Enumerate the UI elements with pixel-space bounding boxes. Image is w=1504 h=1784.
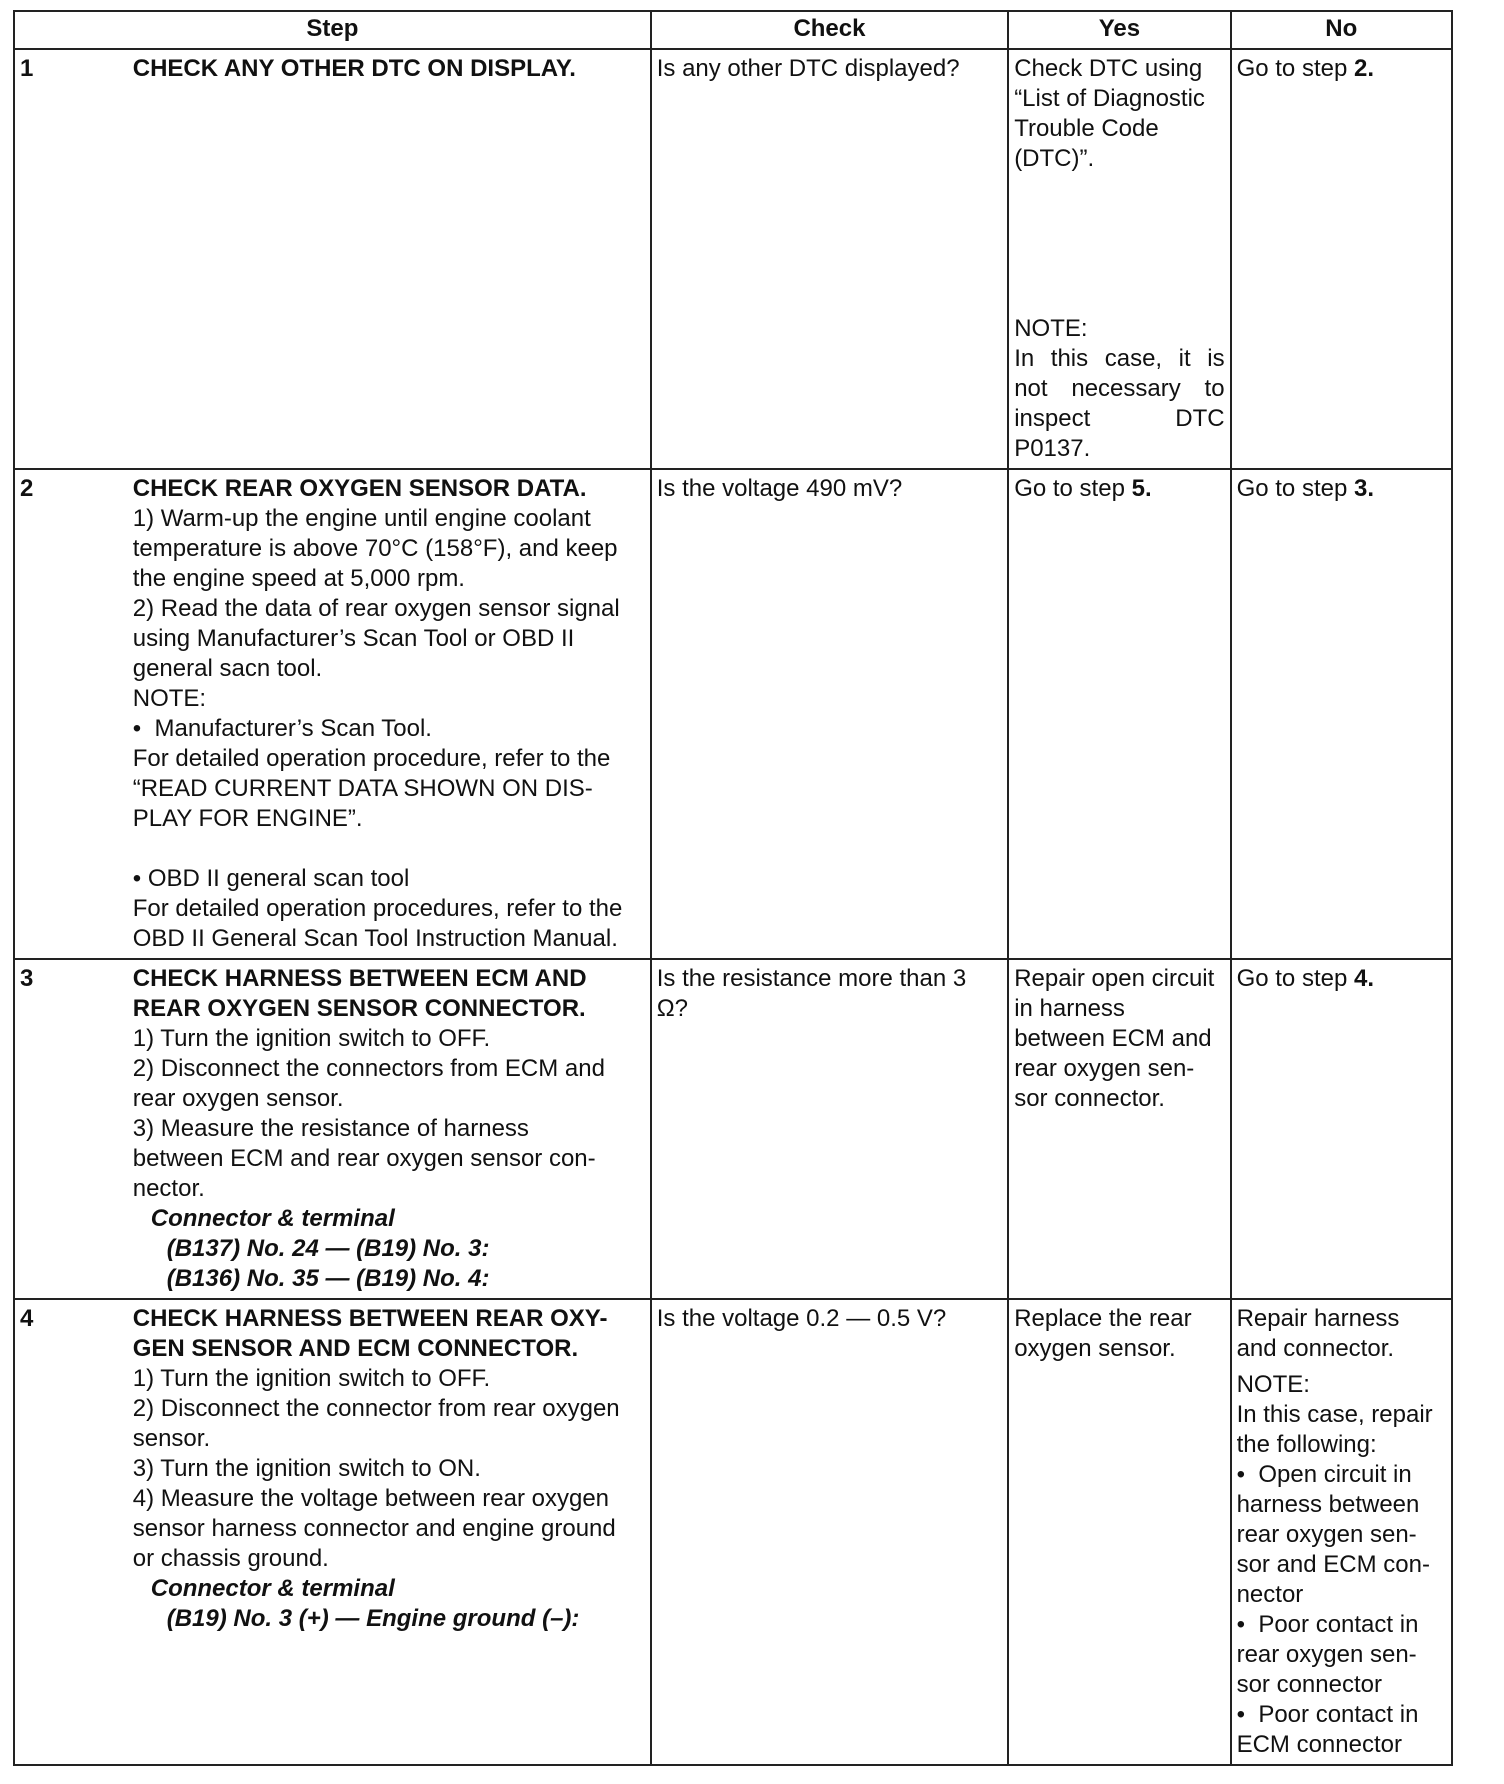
yes-line: Trouble Code: [1014, 115, 1159, 142]
no-cell: [1231, 469, 1452, 959]
yes-line: “List of Diagnostic: [1014, 85, 1205, 112]
step-title: GEN SENSOR AND ECM CONNECTOR.: [132, 1335, 579, 1362]
note-line: the following:: [1236, 1431, 1377, 1458]
connector-terminal-label: Connector & terminal: [150, 1575, 395, 1602]
check-cell: Is the voltage 490 mV?: [651, 469, 1008, 959]
note-line: “READ CURRENT DATA SHOWN ON DIS-: [132, 775, 593, 802]
instruction-line: 1) Warm-up the engine until engine coolant: [132, 505, 591, 532]
no-cell: [1231, 959, 1452, 1299]
step-link: 3.: [1353, 475, 1374, 502]
yes-line: between ECM and: [1014, 1025, 1212, 1052]
note-line: rear oxygen sen-: [1236, 1521, 1417, 1548]
check-cell: Is the voltage 0.2 — 0.5 V?: [651, 1299, 1008, 1765]
note-line: For detailed operation procedure, refer to the: [132, 745, 611, 772]
yes-cell: [1008, 469, 1230, 959]
note-line: ECM connector: [1236, 1731, 1402, 1758]
table-row: [14, 49, 1452, 469]
instruction-line: 2) Read the data of rear oxygen sensor signal: [132, 595, 620, 622]
no-cell: [1231, 49, 1452, 469]
check-line: Is the resistance more than 3: [656, 965, 967, 992]
instruction-line: or chassis ground.: [132, 1545, 329, 1572]
step-description: [128, 49, 651, 469]
yes-line: in harness: [1014, 995, 1125, 1022]
yes-line: Replace the rear: [1014, 1305, 1192, 1332]
yes-line: Check DTC using: [1014, 55, 1203, 82]
step-link: 2.: [1353, 55, 1374, 82]
diagnostic-table: [13, 10, 1453, 1766]
table-row: [14, 1299, 1452, 1765]
no-cell: [1231, 1299, 1452, 1765]
note-line: rear oxygen sen-: [1236, 1641, 1417, 1668]
no-text: Go to step: [1236, 55, 1354, 82]
note-label: NOTE:: [1014, 315, 1088, 342]
step-title: CHECK ANY OTHER DTC ON DISPLAY.: [132, 55, 576, 82]
note-line: In this case, it is: [1014, 345, 1225, 372]
header-step: Step: [14, 11, 651, 49]
yes-line: Repair open circuit: [1014, 965, 1215, 992]
note-line: For detailed operation procedures, refer to the: [132, 895, 623, 922]
step-title: CHECK REAR OXYGEN SENSOR DATA.: [132, 475, 587, 502]
note-label: NOTE:: [1236, 1371, 1310, 1398]
connector-terminal-item: (B137) No. 24 — (B19) No. 3:: [166, 1235, 490, 1262]
no-line: and connector.: [1236, 1335, 1395, 1362]
yes-cell: [1008, 1299, 1230, 1765]
instruction-line: nector.: [132, 1175, 205, 1202]
step-number: 1: [14, 49, 128, 469]
instruction-line: using Manufacturer’s Scan Tool or OBD II: [132, 625, 575, 652]
yes-text: Go to step: [1014, 475, 1132, 502]
note-line: sor and ECM con-: [1236, 1551, 1430, 1578]
header-row: [14, 11, 1452, 49]
yes-cell: [1008, 959, 1230, 1299]
check-cell: [651, 959, 1008, 1299]
connector-terminal-item: (B19) No. 3 (+) — Engine ground (–):: [166, 1605, 580, 1632]
yes-line: oxygen sensor.: [1014, 1335, 1176, 1362]
note-bullet: • Poor contact in: [1237, 1610, 1446, 1640]
instruction-line: sensor.: [132, 1425, 211, 1452]
yes-line: sor connector.: [1014, 1085, 1165, 1112]
instruction-line: 1) Turn the ignition switch to OFF.: [132, 1025, 491, 1052]
note-bullet: • Poor contact in: [1237, 1700, 1446, 1730]
step-description: [128, 959, 651, 1299]
instruction-line: the engine speed at 5,000 rpm.: [132, 565, 465, 592]
instruction-line: 1) Turn the ignition switch to OFF.: [132, 1365, 491, 1392]
note-line: P0137.: [1014, 435, 1091, 462]
step-number: 2: [14, 469, 128, 959]
instruction-line: 3) Measure the resistance of harness: [132, 1115, 529, 1142]
note-line: In this case, repair: [1236, 1401, 1433, 1428]
connector-terminal-item: (B136) No. 35 — (B19) No. 4:: [166, 1265, 490, 1292]
instruction-line: 3) Turn the ignition switch to ON.: [132, 1455, 481, 1482]
no-text: Go to step: [1236, 475, 1354, 502]
check-cell: Is any other DTC displayed?: [651, 49, 1008, 469]
note-label: NOTE:: [132, 685, 207, 712]
note-line: PLAY FOR ENGINE”.: [132, 805, 363, 832]
step-title: REAR OXYGEN SENSOR CONNECTOR.: [132, 995, 586, 1022]
step-description: [128, 1299, 651, 1765]
note-line: not necessary to: [1014, 375, 1225, 402]
step-link: 5.: [1131, 475, 1152, 502]
step-description: [128, 469, 651, 959]
no-text: Go to step: [1236, 965, 1354, 992]
header-yes: Yes: [1008, 11, 1230, 49]
spacer: [133, 834, 645, 864]
note-line: inspect DTC: [1014, 405, 1225, 432]
step-title: CHECK HARNESS BETWEEN REAR OXY-: [132, 1305, 608, 1332]
header-check: Check: [651, 11, 1008, 49]
instruction-line: 2) Disconnect the connector from rear oxygen: [132, 1395, 620, 1422]
note-line: nector: [1236, 1581, 1304, 1608]
note-bullet: • OBD II general scan tool: [133, 864, 645, 894]
connector-terminal-label: Connector & terminal: [150, 1205, 395, 1232]
check-line: Ω?: [656, 995, 689, 1022]
yes-line: (DTC)”.: [1014, 145, 1095, 172]
instruction-line: 4) Measure the voltage between rear oxygen: [132, 1485, 610, 1512]
instruction-line: sensor harness connector and engine ground: [132, 1515, 616, 1542]
step-number: 3: [14, 959, 128, 1299]
note-bullet: • Manufacturer’s Scan Tool.: [133, 714, 645, 744]
instruction-line: temperature is above 70°C (158°F), and keep: [132, 535, 618, 562]
step-title: CHECK HARNESS BETWEEN ECM AND: [132, 965, 587, 992]
note-line: OBD II General Scan Tool Instruction Manual.: [132, 925, 618, 952]
table-row: [14, 959, 1452, 1299]
step-number: 4: [14, 1299, 128, 1765]
step-link: 4.: [1353, 965, 1374, 992]
no-line: Repair harness: [1236, 1305, 1400, 1332]
note-line: harness between: [1236, 1491, 1420, 1518]
instruction-line: general sacn tool.: [132, 655, 323, 682]
yes-line: rear oxygen sen-: [1014, 1055, 1195, 1082]
yes-cell: [1008, 49, 1230, 469]
header-no: No: [1231, 11, 1452, 49]
table-row: [14, 469, 1452, 959]
instruction-line: rear oxygen sensor.: [132, 1085, 344, 1112]
instruction-line: between ECM and rear oxygen sensor con-: [132, 1145, 596, 1172]
instruction-line: 2) Disconnect the connectors from ECM and: [132, 1055, 605, 1082]
note-line: sor connector: [1236, 1671, 1382, 1698]
note-bullet: • Open circuit in: [1237, 1460, 1446, 1490]
